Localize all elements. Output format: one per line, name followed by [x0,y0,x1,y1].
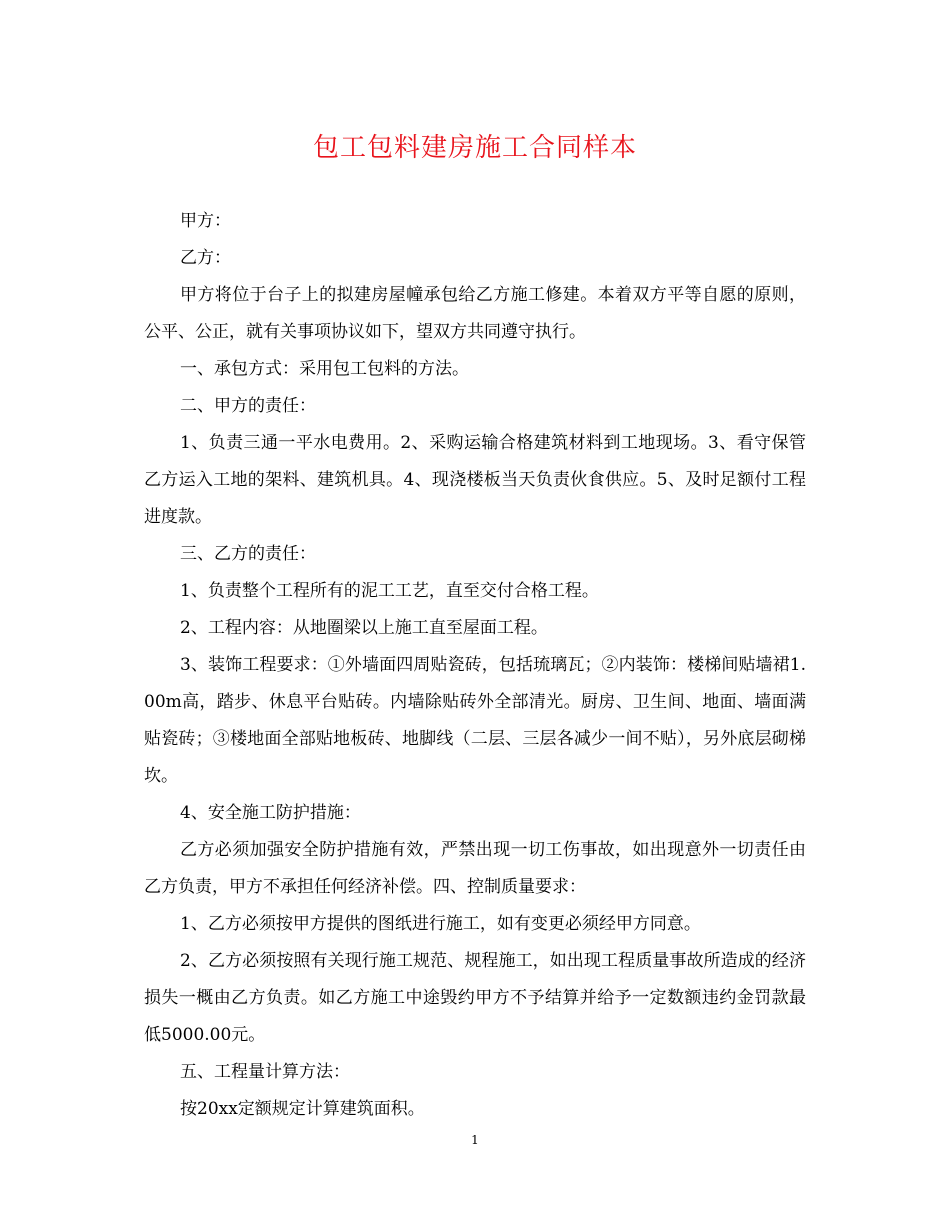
document-title: 包工包料建房施工合同样本 [312,133,637,163]
quality-item-1: 1、乙方必须按甲方提供的图纸进行施工，如有变更必须经甲方同意。 [180,914,701,934]
party-b-duty-4: 4、安全施工防护措施： [180,803,361,823]
party-a-line: 甲方： [180,211,231,231]
party-b-duty-2: 2、工程内容：从地圈梁以上施工直至屋面工程。 [180,618,548,638]
party-b-duty-1: 1、负责整个工程所有的泥工工艺，直至交付合格工程。 [180,581,599,601]
party-b-line: 乙方： [180,248,231,268]
quantity-calculation-paragraph: 按20xx定额规定计算建筑面积。 [180,1099,425,1119]
section-heading-party-a-duties: 二、甲方的责任： [180,396,316,416]
section-heading-quantity-calculation: 五、工程量计算方法： [180,1062,350,1082]
quality-item-2: 2、乙方必须按照有关现行施工规范、规程施工，如出现工程质量事故所造成的经济损失一概由乙方负责。如乙方施工中途毁约甲方不予结算并给予一定数额违约金罚款最低5000.00元。 [144,951,806,1045]
page-number: 1 [471,1133,479,1147]
section-heading-party-b-duties: 三、乙方的责任： [180,544,316,564]
document-body [144,203,806,1128]
safety-paragraph: 乙方必须加强安全防护措施有效，严禁出现一切工伤事故，如出现意外一切责任由乙方负责，甲方不承担任何经济补偿。四、控制质量要求： [144,840,806,897]
section-heading-contract-method: 一、承包方式：采用包工包料的方法。 [180,359,469,379]
party-b-duty-3: 3、装饰工程要求：①外墙面四周贴瓷砖，包括琉璃瓦；②内装饰：楼梯间贴墙裙1.00m高，踏步、休息平台贴砖。内墙除贴砖外全部清光。厨房、卫生间、地面、墙面满贴瓷砖；③楼地面全部贴地板砖、地脚线（二层、三层各减少一间不贴），另外底层砌梯坎。 [144,655,806,786]
party-a-duties-paragraph: 1、负责三通一平水电费用。2、采购运输合格建筑材料到工地现场。3、看守保管乙方运入工地的架料、建筑机具。4、现浇楼板当天负责伙食供应。5、及时足额付工程进度款。 [144,433,806,527]
preamble-paragraph: 甲方将位于台子上的拟建房屋幢承包给乙方施工修建。本着双方平等自愿的原则，公平、公正，就有关事项协议如下，望双方共同遵守执行。 [144,285,806,342]
